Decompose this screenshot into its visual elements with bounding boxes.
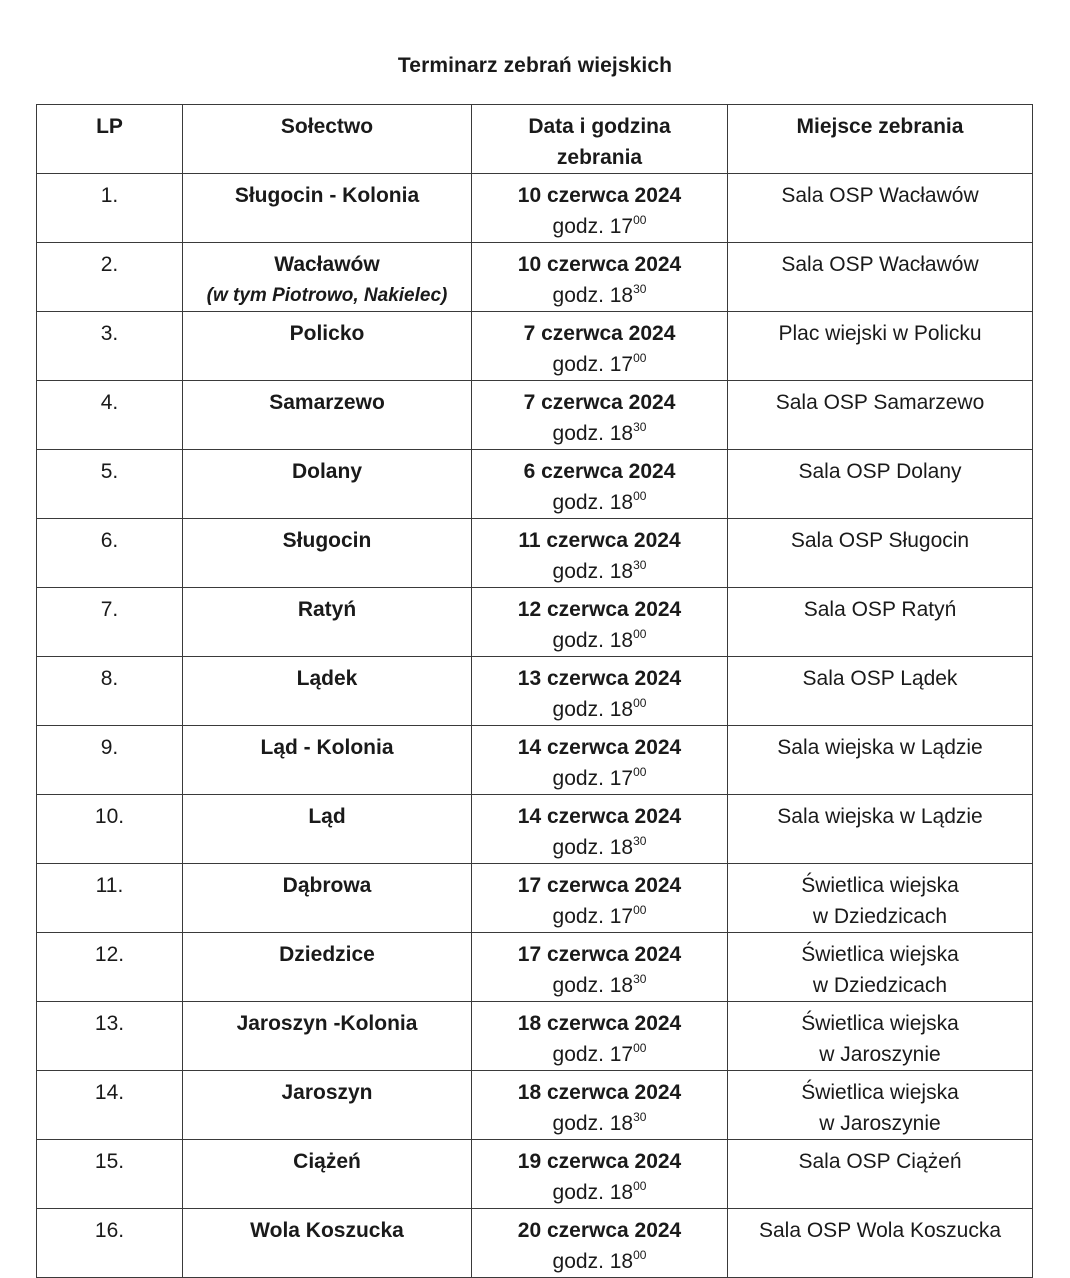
meeting-date: 14 czerwca 2024	[517, 736, 682, 759]
solectwo-name: Sługocin - Kolonia	[234, 184, 420, 207]
cell-solectwo	[183, 933, 472, 1002]
meeting-date: 20 czerwca 2024	[517, 1219, 682, 1242]
solectwo-name: Dolany	[291, 460, 362, 483]
cell-lp: 4.	[37, 381, 183, 450]
meeting-time	[476, 349, 723, 380]
cell-date-time	[472, 933, 728, 1002]
time-prefix: godz.	[552, 215, 604, 238]
cell-meeting-place	[728, 174, 1033, 243]
time-minutes: 00	[633, 903, 647, 917]
meeting-time	[476, 1108, 723, 1139]
header-meeting-place: Miejsce zebrania	[728, 105, 1033, 174]
time-hour: 17	[609, 1043, 634, 1066]
meeting-date: 6 czerwca 2024	[523, 460, 676, 483]
meeting-date: 10 czerwca 2024	[517, 253, 682, 276]
place-line2: w Jaroszynie	[819, 1043, 941, 1066]
document-title: Terminarz zebrań wiejskich	[397, 54, 673, 77]
time-minutes: 00	[633, 627, 647, 641]
time-minutes: 00	[633, 1248, 647, 1262]
time-prefix: godz.	[552, 698, 604, 721]
cell-meeting-place	[728, 1071, 1033, 1140]
cell-lp: 10.	[37, 795, 183, 864]
meeting-date: 17 czerwca 2024	[517, 874, 682, 897]
cell-date-time	[472, 795, 728, 864]
solectwo-name: Samarzewo	[269, 391, 385, 414]
time-prefix: godz.	[552, 767, 604, 790]
time-prefix: godz.	[552, 629, 604, 652]
cell-lp: 8.	[37, 657, 183, 726]
header-date-time-line1: Data i godzina	[528, 115, 671, 138]
meeting-time	[476, 556, 723, 587]
solectwo-name: Ląd - Kolonia	[260, 736, 394, 759]
place-line1: Sala OSP Wacławów	[781, 184, 979, 207]
time-hour: 18	[609, 836, 634, 859]
cell-meeting-place	[728, 1002, 1033, 1071]
time-prefix: godz.	[552, 1250, 604, 1273]
cell-solectwo	[183, 381, 472, 450]
time-minutes: 00	[633, 765, 647, 779]
meeting-time	[476, 970, 723, 1001]
solectwo-name: Jaroszyn -Kolonia	[236, 1012, 418, 1035]
cell-lp: 14.	[37, 1071, 183, 1140]
place-line1: Świetlica wiejska	[801, 874, 959, 897]
time-hour: 18	[609, 1112, 634, 1135]
meeting-date: 18 czerwca 2024	[517, 1012, 682, 1035]
cell-date-time	[472, 381, 728, 450]
meeting-date: 12 czerwca 2024	[517, 598, 682, 621]
solectwo-name: Jaroszyn	[281, 1081, 373, 1104]
meeting-date: 18 czerwca 2024	[517, 1081, 682, 1104]
meeting-time	[476, 487, 723, 518]
meeting-time	[476, 211, 723, 242]
meeting-time	[476, 1039, 723, 1070]
time-hour: 18	[609, 698, 634, 721]
time-minutes: 00	[633, 489, 647, 503]
meeting-date: 17 czerwca 2024	[517, 943, 682, 966]
time-minutes: 00	[633, 213, 647, 227]
solectwo-name: Policko	[289, 322, 365, 345]
table-row	[37, 1002, 1033, 1071]
time-hour: 17	[609, 767, 634, 790]
table-row	[37, 588, 1033, 657]
solectwo-name: Dziedzice	[279, 943, 375, 966]
meeting-time	[476, 625, 723, 656]
meeting-time	[476, 832, 723, 863]
time-hour: 18	[609, 560, 634, 583]
table-row	[37, 174, 1033, 243]
cell-date-time	[472, 519, 728, 588]
place-line1: Plac wiejski w Policku	[778, 322, 982, 345]
table-row	[37, 933, 1033, 1002]
time-prefix: godz.	[552, 422, 604, 445]
header-lp: LP	[37, 105, 183, 174]
cell-date-time	[472, 1209, 728, 1278]
cell-meeting-place	[728, 450, 1033, 519]
meeting-date: 11 czerwca 2024	[518, 529, 681, 552]
solectwo-name: Lądek	[296, 667, 358, 690]
cell-meeting-place	[728, 312, 1033, 381]
solectwo-name: Wacławów	[274, 253, 380, 276]
table-row	[37, 726, 1033, 795]
cell-meeting-place	[728, 519, 1033, 588]
time-hour: 18	[609, 491, 634, 514]
solectwo-note: (w tym Piotrowo, Nakielec)	[206, 285, 448, 306]
time-minutes: 00	[633, 1041, 647, 1055]
cell-solectwo	[183, 1209, 472, 1278]
cell-solectwo	[183, 864, 472, 933]
cell-solectwo	[183, 657, 472, 726]
place-line2: w Jaroszynie	[819, 1112, 941, 1135]
time-minutes: 00	[633, 351, 647, 365]
table-row	[37, 795, 1033, 864]
meeting-time	[476, 763, 723, 794]
time-hour: 18	[609, 422, 634, 445]
time-hour: 17	[609, 905, 634, 928]
cell-meeting-place	[728, 795, 1033, 864]
table-row	[37, 450, 1033, 519]
table-header-row	[37, 105, 1033, 174]
meeting-date: 10 czerwca 2024	[517, 184, 682, 207]
place-line1: Sala wiejska w Lądzie	[777, 736, 983, 759]
cell-solectwo	[183, 519, 472, 588]
time-prefix: godz.	[552, 1181, 604, 1204]
cell-solectwo	[183, 726, 472, 795]
cell-meeting-place	[728, 1209, 1033, 1278]
table-row	[37, 381, 1033, 450]
place-line1: Sala OSP Wola Koszucka	[758, 1219, 1001, 1242]
table-row	[37, 1071, 1033, 1140]
meeting-time	[476, 901, 723, 932]
meeting-schedule-table	[36, 104, 1033, 1278]
solectwo-name: Ląd	[308, 805, 346, 828]
cell-lp: 5.	[37, 450, 183, 519]
header-date-time	[472, 105, 728, 174]
header-date-time-line2: zebrania	[556, 146, 643, 169]
cell-solectwo	[183, 1002, 472, 1071]
time-hour: 18	[609, 629, 634, 652]
cell-date-time	[472, 657, 728, 726]
table-row	[37, 657, 1033, 726]
cell-solectwo	[183, 1071, 472, 1140]
time-minutes: 30	[633, 972, 647, 986]
cell-lp: 2.	[37, 243, 183, 312]
cell-lp: 12.	[37, 933, 183, 1002]
table-row	[37, 864, 1033, 933]
table-row	[37, 312, 1033, 381]
meeting-time	[476, 418, 723, 449]
time-prefix: godz.	[552, 353, 604, 376]
cell-solectwo	[183, 1140, 472, 1209]
time-prefix: godz.	[552, 491, 604, 514]
time-minutes: 30	[633, 282, 647, 296]
solectwo-name: Ciążeń	[293, 1150, 361, 1173]
cell-lp: 15.	[37, 1140, 183, 1209]
cell-meeting-place	[728, 864, 1033, 933]
cell-date-time	[472, 243, 728, 312]
place-line1: Świetlica wiejska	[801, 1012, 959, 1035]
place-line2: w Dziedzicach	[812, 905, 948, 928]
time-prefix: godz.	[552, 836, 604, 859]
cell-lp: 16.	[37, 1209, 183, 1278]
cell-solectwo	[183, 243, 472, 312]
table-row	[37, 519, 1033, 588]
place-line1: Sala OSP Samarzewo	[775, 391, 985, 414]
meeting-date: 7 czerwca 2024	[523, 322, 676, 345]
place-line1: Sala OSP Ratyń	[803, 598, 957, 621]
time-minutes: 00	[633, 696, 647, 710]
meeting-date: 19 czerwca 2024	[517, 1150, 682, 1173]
cell-date-time	[472, 312, 728, 381]
place-line1: Sala OSP Wacławów	[781, 253, 979, 276]
place-line1: Sala wiejska w Lądzie	[777, 805, 983, 828]
meeting-time	[476, 1246, 723, 1277]
cell-date-time	[472, 588, 728, 657]
cell-solectwo	[183, 450, 472, 519]
time-hour: 18	[609, 1181, 634, 1204]
place-line1: Świetlica wiejska	[801, 1081, 959, 1104]
solectwo-name: Dąbrowa	[282, 874, 372, 897]
meeting-time	[476, 694, 723, 725]
cell-solectwo	[183, 795, 472, 864]
meeting-date: 13 czerwca 2024	[517, 667, 682, 690]
cell-lp: 13.	[37, 1002, 183, 1071]
table-row	[37, 1140, 1033, 1209]
time-prefix: godz.	[552, 1112, 604, 1135]
cell-date-time	[472, 1140, 728, 1209]
solectwo-name: Ratyń	[297, 598, 357, 621]
cell-lp: 3.	[37, 312, 183, 381]
place-line1: Sala OSP Sługocin	[790, 529, 970, 552]
place-line1: Sala OSP Dolany	[798, 460, 962, 483]
cell-lp: 7.	[37, 588, 183, 657]
cell-date-time	[472, 726, 728, 795]
solectwo-name: Sługocin	[282, 529, 372, 552]
time-prefix: godz.	[552, 1043, 604, 1066]
table-row	[37, 243, 1033, 312]
cell-meeting-place	[728, 381, 1033, 450]
cell-solectwo	[183, 174, 472, 243]
time-hour: 18	[609, 1250, 634, 1273]
cell-solectwo	[183, 588, 472, 657]
time-hour: 18	[609, 974, 634, 997]
cell-date-time	[472, 864, 728, 933]
place-line2: w Dziedzicach	[812, 974, 948, 997]
cell-lp: 11.	[37, 864, 183, 933]
time-prefix: godz.	[552, 905, 604, 928]
meeting-date: 14 czerwca 2024	[517, 805, 682, 828]
cell-meeting-place	[728, 933, 1033, 1002]
time-prefix: godz.	[552, 284, 604, 307]
cell-meeting-place	[728, 657, 1033, 726]
cell-meeting-place	[728, 726, 1033, 795]
table-body	[37, 174, 1033, 1278]
cell-solectwo	[183, 312, 472, 381]
time-minutes: 30	[633, 420, 647, 434]
cell-lp: 6.	[37, 519, 183, 588]
time-prefix: godz.	[552, 974, 604, 997]
time-minutes: 30	[633, 558, 647, 572]
cell-lp: 9.	[37, 726, 183, 795]
meeting-time	[476, 1177, 723, 1208]
cell-date-time	[472, 1071, 728, 1140]
time-minutes: 30	[633, 834, 647, 848]
solectwo-name: Wola Koszucka	[250, 1219, 404, 1242]
meeting-time	[476, 280, 723, 311]
cell-date-time	[472, 174, 728, 243]
cell-lp: 1.	[37, 174, 183, 243]
header-solectwo: Sołectwo	[183, 105, 472, 174]
time-hour: 18	[609, 284, 634, 307]
cell-meeting-place	[728, 1140, 1033, 1209]
time-prefix: godz.	[552, 560, 604, 583]
time-minutes: 00	[633, 1179, 647, 1193]
cell-date-time	[472, 1002, 728, 1071]
meeting-date: 7 czerwca 2024	[523, 391, 676, 414]
cell-meeting-place	[728, 243, 1033, 312]
time-hour: 17	[609, 215, 634, 238]
place-line1: Sala OSP Ciążeń	[798, 1150, 962, 1173]
cell-date-time	[472, 450, 728, 519]
place-line1: Świetlica wiejska	[801, 943, 959, 966]
time-minutes: 30	[633, 1110, 647, 1124]
cell-meeting-place	[728, 588, 1033, 657]
time-hour: 17	[609, 353, 634, 376]
place-line1: Sala OSP Lądek	[802, 667, 958, 690]
table-row	[37, 1209, 1033, 1278]
